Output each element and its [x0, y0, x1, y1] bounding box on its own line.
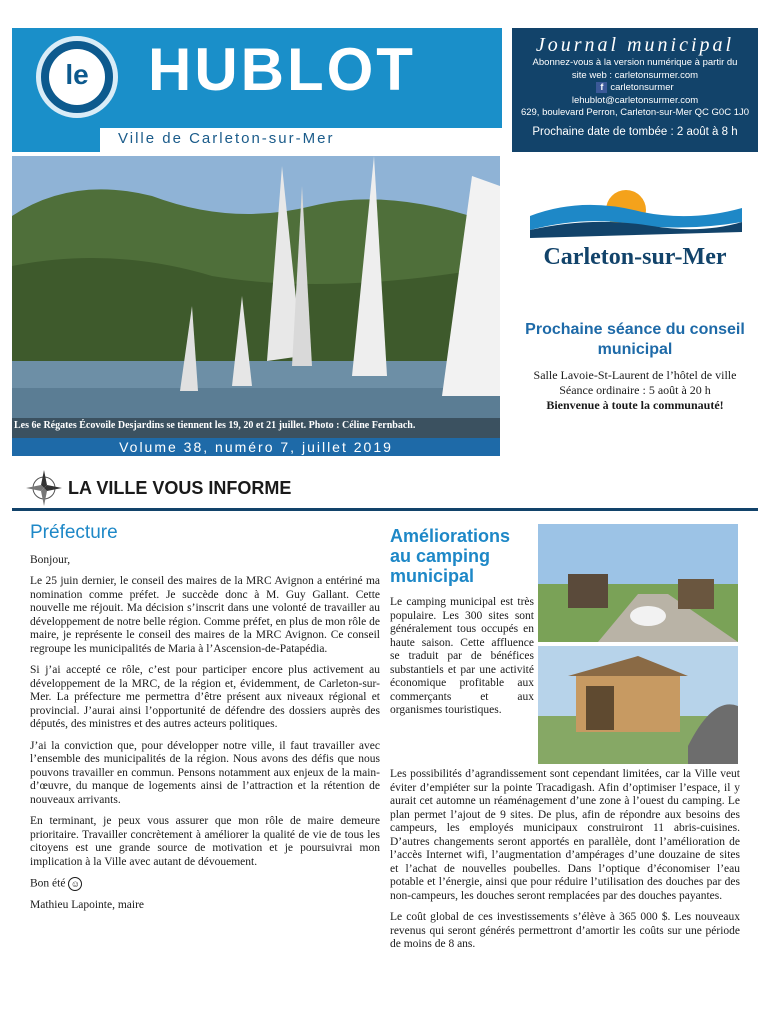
- council-session-date: Séance ordinaire : 5 août à 20 h: [559, 383, 711, 397]
- prefecture-paragraph-4: En terminant, je peux vous assurer que mon rôle de maire demeure prioritaire. Travailler concrètement à améliorer la qualité de vie de tous les citoyens est une grande source de motivation et je poursuivrai mon implication à la Ville avec autant de dévouement.: [30, 815, 380, 868]
- carleton-sur-mer-logo-icon: [522, 186, 748, 274]
- masthead-subtitle: Ville de Carleton-sur-Mer: [118, 130, 335, 147]
- prefecture-closing: Bon été: [30, 877, 66, 890]
- photo-caption: Les 6e Régates Écovoile Desjardins se tiennent les 19, 20 et 21 juillet. Photo : Céline Fernbach.: [14, 420, 416, 431]
- council-session-title: Prochaine séance du conseil municipal: [525, 321, 745, 358]
- camping-intro: Le camping municipal est très populaire. Les 300 sites sont généralement tous occupés en haute saison. Cette affluence se traduit par de bénéfices substantiels et par une activité économique profitable aux commerçants et aux organismes touristiques.: [390, 596, 534, 716]
- journal-address: 629, boulevard Perron, Carleton-sur-Mer QC G0C 1J0: [520, 107, 750, 119]
- camping-rendering-photo-1: [538, 524, 738, 642]
- prefecture-paragraph-2: Si j’ai accepté ce rôle, c’est pour participer encore plus activement au développement de la MRC, de la région et, évidemment, de Carleton-sur-Mer. La préfecture me permettra d’être présent aux niveaux régional et provincial. J’aurai ainsi l’opportunité de défendre des dossiers auprès des députés, des ministres et des autres acteurs politiques.: [30, 664, 380, 730]
- journal-facebook[interactable]: [512, 82, 758, 95]
- section-divider: [12, 508, 758, 511]
- camping-article-body: [390, 768, 740, 960]
- camping-heading: Améliorations au camping municipal: [390, 526, 511, 586]
- journal-subscribe-line: Abonnez-vous à la version numérique à partir du: [532, 57, 738, 68]
- council-session-welcome: Bienvenue à toute la communauté!: [546, 398, 724, 412]
- journal-info-box: [512, 28, 758, 152]
- facebook-icon: f: [596, 82, 607, 93]
- prefecture-paragraph-1: Le 25 juin dernier, le conseil des maires de la MRC Avignon a entériné ma nomination comme préfet. Je succède donc à M. Guy Gallant. Cette nouvelle me réjouit. Ma décision s’inscrit dans une volonté de travailler au développement de notre belle région. Comme préfet, en plus de mon rôle de maire, je représente le conseil des maires de la MRC Avignon. Ce conseil regroupe les municipalités de Maria à l’Ascension-de-Patapédia.: [30, 575, 380, 655]
- prefecture-article: [30, 522, 380, 921]
- camping-paragraph-3: Le coût global de ces investissements s’élève à 365 000 $. Les nouveaux revenus qui seront générés permettront d’amortir les coûts sur une période de moins de 8 ans.: [390, 911, 740, 950]
- camping-rendering-photo-2: [538, 646, 738, 764]
- camping-paragraph-2: Les possibilités d’agrandissement sont cependant limitées, car la Ville veut éviter d’empiéter sur la pointe Tracadigash. Afin d’optimiser l’espace, il y aurait cet automne un réaménagement d’une zone à l’ouest du camping. Le plan permet l’ajout de 9 sites. De plus, afin de répondre aux besoins des campeurs, les employés municipaux construiront 11 abris-cuisines. D’autres changements seront apportés en parallèle, dont l’amélioration de l’accès Internet wifi, l’augmentation d’ampérages d’une douzaine de sites et l’achat de nouvelles poubelles. Dans l’optique d’économiser l’eau potable et l’énergie, ainsi que pour réduire l’utilisation des douches par des non-campeurs, les douches seront remplacées par des douches payantes.: [390, 768, 740, 902]
- regatta-photo: [12, 156, 500, 438]
- prefecture-closing-line: [30, 877, 380, 891]
- porthole-logo-icon: [36, 36, 118, 118]
- prefecture-greeting: Bonjour,: [30, 553, 71, 566]
- journal-email[interactable]: lehublot@carletonsurmer.com: [571, 94, 699, 106]
- journal-website[interactable]: site web : carletonsurmer.com: [571, 69, 699, 81]
- logo-text: le: [49, 49, 105, 105]
- council-session-place: Salle Lavoie-St-Laurent de l’hôtel de ville: [533, 368, 737, 382]
- section-title: LA VILLE VOUS INFORME: [68, 478, 292, 498]
- prefecture-heading: Préfecture: [30, 522, 118, 543]
- facebook-handle[interactable]: carletonsurmer: [610, 82, 674, 94]
- prefecture-paragraph-3: J’ai la conviction que, pour développer notre ville, il faut travailler avec l’ensemble des municipalités de la région. Nous avons des défis que nous pouvons travailler en commun. Pensons notamment aux enjeux de la main-d’œuvre, du manque de logements ainsi de l’attraction et la rétention de nouveaux arrivants.: [30, 739, 380, 806]
- smiley-icon: ☺: [68, 877, 82, 891]
- town-logo-text: Carleton-sur-Mer: [543, 244, 727, 270]
- prefecture-signature: Mathieu Lapointe, maire: [30, 899, 145, 912]
- volume-bar: Volume 38, numéro 7, juillet 2019: [12, 438, 500, 456]
- council-session-details: [512, 368, 758, 413]
- journal-title: Journal municipal: [535, 34, 735, 56]
- masthead-title: HUBLOT: [148, 36, 416, 103]
- compass-rose-icon: [26, 470, 62, 506]
- journal-deadline: Prochaine date de tombée : 2 août à 8 h: [532, 125, 738, 138]
